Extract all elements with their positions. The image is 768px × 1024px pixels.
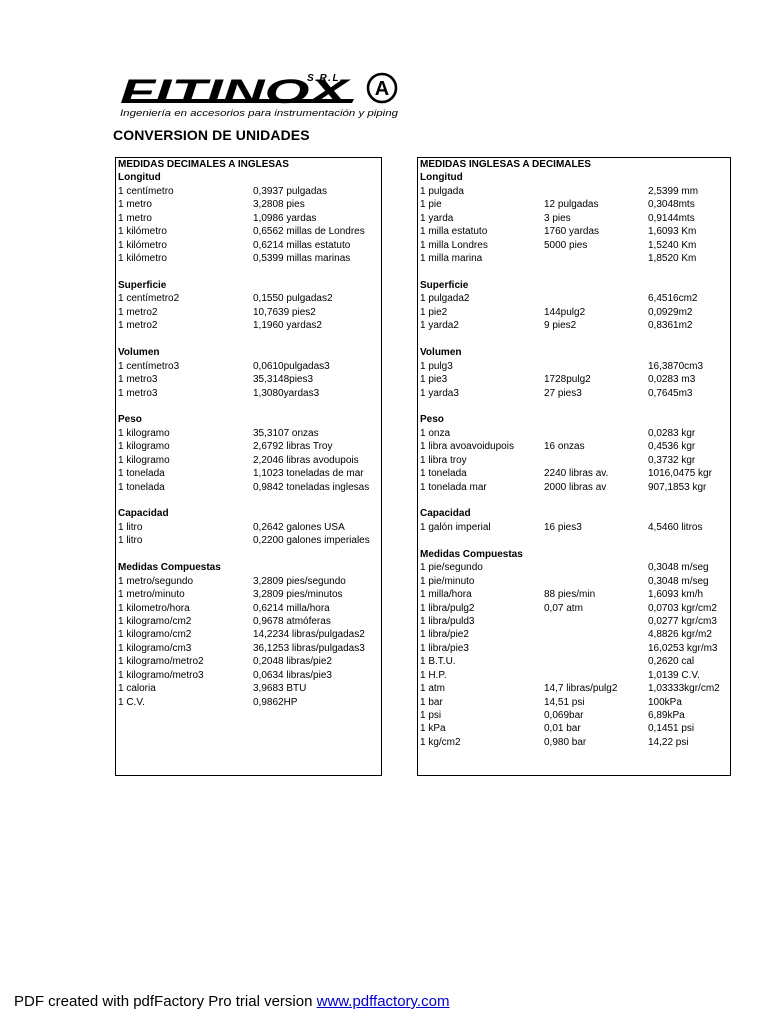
table-cell: 1,1023 toneladas de mar (253, 468, 364, 480)
table-cell: 0,01 bar (544, 723, 581, 735)
table-cell: 1 kilogramo/cm2 (118, 629, 192, 641)
table-cell: 0,1550 pulgadas2 (253, 293, 333, 305)
table-cell: 1 yarda3 (420, 387, 459, 399)
table-row (420, 602, 728, 615)
table-cell: 35,3148pies3 (253, 374, 314, 386)
table-cell: 0,3048mts (648, 199, 695, 211)
section-title: Medidas Compuestas (420, 548, 523, 560)
table-cell: 0,2620 cal (648, 656, 695, 668)
table-cell: 1 tonelada (118, 481, 165, 493)
table-cell: 2,5399 mm (648, 185, 699, 197)
company-logo (118, 70, 400, 120)
table-cell: 1 metro2 (118, 320, 158, 332)
table-row (420, 239, 728, 252)
section (118, 413, 379, 494)
table-row (420, 575, 728, 588)
table-row (118, 440, 379, 453)
table-cell: 1 kilogramo/metro3 (118, 669, 204, 681)
table-row (118, 575, 379, 588)
table-cell: 3,2808 pies (253, 199, 305, 211)
table-cell: 27 pies3 (544, 387, 582, 399)
table-row (420, 185, 728, 198)
section (420, 279, 728, 333)
table-cell: 1 kilogramo/cm3 (118, 642, 192, 654)
table-cell: 1 pie (420, 199, 442, 211)
table-row (420, 387, 728, 400)
table-cell: 4,8826 kgr/m2 (648, 629, 712, 641)
footer-link[interactable]: www.pdffactory.com (316, 993, 450, 1010)
table-cell: 100kPa (648, 696, 682, 708)
section (420, 413, 728, 494)
table-row (420, 427, 728, 440)
table-cell: 0,3048 m/seg (648, 575, 709, 587)
table-cell: 1 centímetro3 (118, 360, 180, 372)
table-cell: 0,8361m2 (648, 320, 693, 332)
section (420, 171, 728, 265)
table-cell: 0,9144mts (648, 212, 695, 224)
table-row (118, 198, 379, 211)
table-cell: 0,3048 m/seg (648, 562, 709, 574)
table-cell: 16,3870cm3 (648, 360, 704, 372)
table-row (420, 521, 728, 534)
table-cell: 88 pies/min (544, 589, 596, 601)
section-title: Longitud (420, 172, 463, 184)
table-cell: 14,22 psi (648, 736, 689, 748)
table-cell: 1 yarda2 (420, 320, 459, 332)
table-cell: 2000 libras av (544, 481, 607, 493)
section-title: Superficie (118, 279, 167, 291)
table-cell: 1 tonelada (420, 468, 467, 480)
panel-title: MEDIDAS DECIMALES A INGLESAS (118, 159, 289, 170)
table-row (118, 696, 379, 709)
section (118, 346, 379, 400)
table-cell: 2,6792 libras Troy (253, 441, 333, 453)
table-cell: 1 kilómetro (118, 253, 167, 265)
table-row (420, 481, 728, 494)
logo-tagline: Ingeniería en accesorios para instrumentación y piping (120, 108, 398, 118)
table-row (420, 561, 728, 574)
table-row (420, 454, 728, 467)
table-cell: 0,3732 kgr (648, 454, 696, 466)
table-cell: 1 kilogramo (118, 454, 170, 466)
table-cell: 16 pies3 (544, 521, 582, 533)
table-cell: 1 pie3 (420, 374, 448, 386)
panel-title: MEDIDAS INGLESAS A DECIMALES (420, 159, 591, 170)
table-cell: 1 centímetro2 (118, 293, 180, 305)
table-cell: 14,51 psi (544, 696, 585, 708)
table-cell: 14,7 libras/pulg2 (544, 683, 618, 695)
table-cell: 10,7639 pies2 (253, 306, 316, 318)
table-cell: 1728pulg2 (544, 374, 591, 386)
table-cell: 1 milla Londres (420, 239, 488, 251)
table-cell: 1 libra troy (420, 454, 467, 466)
table-row (118, 360, 379, 373)
logo-brand: FITINOX (120, 73, 352, 111)
table-row (118, 628, 379, 641)
section-title: Medidas Compuestas (118, 562, 221, 574)
table-cell: 1 caloria (118, 683, 156, 695)
table-cell: 1 C.V. (118, 696, 145, 708)
table-row (118, 669, 379, 682)
table-cell: 1 kPa (420, 723, 446, 735)
table-cell: 1760 yardas (544, 226, 600, 238)
table-row (420, 642, 728, 655)
table-cell: 1 kilómetro (118, 226, 167, 238)
table-cell: 1 B.T.U. (420, 656, 456, 668)
table-cell: 1 metro3 (118, 387, 158, 399)
table-row (420, 198, 728, 211)
table-row (118, 682, 379, 695)
table-cell: 0,0703 kgr/cm2 (648, 602, 717, 614)
table-cell: 6,4516cm2 (648, 293, 698, 305)
table-cell: 1 kg/cm2 (420, 736, 461, 748)
table-row (118, 373, 379, 386)
section (420, 507, 728, 534)
table-cell: 1 metro/segundo (118, 575, 194, 587)
conversion-sections (420, 171, 728, 749)
table-cell: 1,8520 Km (648, 253, 697, 265)
table-cell: 6,89kPa (648, 710, 685, 722)
table-cell: 1 kilogramo (118, 441, 170, 453)
table-cell: 1 metro (118, 199, 152, 211)
table-cell: 0,9678 atmóferas (253, 615, 331, 627)
decimal-to-imperial-panel (115, 157, 382, 776)
table-cell: 3,9683 BTU (253, 683, 307, 695)
table-cell: 1 pie2 (420, 306, 448, 318)
table-row (118, 615, 379, 628)
table-row (420, 628, 728, 641)
table-row (118, 602, 379, 615)
table-cell: 1 litro (118, 535, 143, 547)
table-cell: 2240 libras av. (544, 468, 609, 480)
table-row (118, 252, 379, 265)
table-cell: 0,4536 kgr (648, 441, 696, 453)
table-row (118, 387, 379, 400)
table-cell: 1 pie/segundo (420, 562, 483, 574)
table-cell: 1 tonelada (118, 468, 165, 480)
table-row (420, 615, 728, 628)
table-cell: 0,9862HP (253, 696, 298, 708)
table-cell: 0,0283 m3 (648, 374, 696, 386)
table-cell: 144pulg2 (544, 306, 586, 318)
table-row (118, 212, 379, 225)
table-row (420, 669, 728, 682)
table-row (118, 655, 379, 668)
section-title: Capacidad (420, 508, 471, 520)
table-cell: 1 psi (420, 710, 442, 722)
table-cell: 1 libra/pie3 (420, 642, 469, 654)
table-row (118, 185, 379, 198)
table-cell: 1 kilogramo/metro2 (118, 656, 204, 668)
table-cell: 3,2809 pies/segundo (253, 575, 346, 587)
table-row (420, 292, 728, 305)
table-cell: 1 H.P. (420, 669, 447, 681)
table-row (118, 319, 379, 332)
table-cell: 1 pulgada2 (420, 293, 470, 305)
table-cell: 1,6093 km/h (648, 589, 704, 601)
section (420, 346, 728, 400)
table-row (420, 373, 728, 386)
section-title: Superficie (420, 279, 469, 291)
table-cell: 1 milla/hora (420, 589, 472, 601)
table-cell: 0,1451 psi (648, 723, 695, 735)
table-cell: 14,2234 libras/pulgadas2 (253, 629, 365, 641)
table-row (420, 736, 728, 749)
table-cell: 1 pie/minuto (420, 575, 475, 587)
table-cell: 0,9842 toneladas inglesas (253, 481, 370, 493)
table-row (420, 722, 728, 735)
section-title: Volumen (118, 347, 160, 359)
table-cell: 1 centímetro (118, 185, 174, 197)
section (118, 279, 379, 333)
table-row (118, 454, 379, 467)
table-row (118, 239, 379, 252)
table-row (420, 709, 728, 722)
table-row (420, 588, 728, 601)
table-cell: 0,069bar (544, 710, 584, 722)
table-cell: 1,0139 C.V. (648, 669, 700, 681)
table-cell: 12 pulgadas (544, 199, 599, 211)
table-cell: 0,2048 libras/pie2 (253, 656, 332, 668)
logo-badge-letter: A (374, 78, 390, 100)
table-cell: 1 metro (118, 212, 152, 224)
table-cell: 1 metro2 (118, 306, 158, 318)
table-cell: 1 libra/puld3 (420, 615, 475, 627)
table-cell: 16,0253 kgr/m3 (648, 642, 718, 654)
page-title: CONVERSION DE UNIDADES (113, 127, 310, 143)
table-cell: 1,03333kgr/cm2 (648, 683, 720, 695)
table-cell: 0,0634 libras/pie3 (253, 669, 332, 681)
table-cell: 0,0283 kgr (648, 427, 696, 439)
table-cell: 3 pies (544, 212, 571, 224)
table-cell: 0,07 atm (544, 602, 583, 614)
table-row (420, 696, 728, 709)
table-row (118, 225, 379, 238)
table-cell: 1 yarda (420, 212, 454, 224)
table-cell: 35,3107 onzas (253, 427, 319, 439)
table-cell: 1 bar (420, 696, 443, 708)
table-row (118, 481, 379, 494)
table-cell: 1 kilómetro (118, 239, 167, 251)
table-row (118, 642, 379, 655)
table-cell: 36,1253 libras/pulgadas3 (253, 642, 365, 654)
table-cell: 3,2809 pies/minutos (253, 589, 343, 601)
footer-text: PDF created with pdfFactory Pro trial version (14, 993, 317, 1010)
table-row (118, 427, 379, 440)
table-row (118, 588, 379, 601)
table-cell: 0,980 bar (544, 736, 587, 748)
table-cell: 0,5399 millas marinas (253, 253, 351, 265)
table-cell: 1 libra/pulg2 (420, 602, 475, 614)
table-cell: 907,1853 kgr (648, 481, 707, 493)
table-cell: 0,6214 milla/hora (253, 602, 330, 614)
table-cell: 1 kilogramo (118, 427, 170, 439)
table-row (118, 521, 379, 534)
table-row (420, 655, 728, 668)
section-title: Capacidad (118, 508, 169, 520)
section (118, 171, 379, 265)
table-row (420, 682, 728, 695)
table-cell: 1 milla estatuto (420, 226, 488, 238)
table-row (118, 306, 379, 319)
table-cell: 1 milla marina (420, 253, 483, 265)
table-cell: 1,3080yardas3 (253, 387, 320, 399)
table-cell: 2,2046 libras avodupois (253, 454, 359, 466)
table-row (420, 319, 728, 332)
table-row (420, 467, 728, 480)
table-cell: 1 metro/minuto (118, 589, 185, 601)
table-cell: 1 kilometro/hora (118, 602, 190, 614)
section-title: Longitud (118, 172, 161, 184)
table-cell: 1,5240 Km (648, 239, 697, 251)
table-cell: 1,6093 Km (648, 226, 697, 238)
table-cell: 0,7645m3 (648, 387, 693, 399)
table-cell: 1 onza (420, 427, 451, 439)
table-cell: 5000 pies (544, 239, 588, 251)
table-cell: 1 galón imperial (420, 521, 491, 533)
table-row (420, 306, 728, 319)
table-cell: 1 atm (420, 683, 446, 695)
table-cell: 0,6214 millas estatuto (253, 239, 351, 251)
section-title: Peso (420, 414, 444, 426)
conversion-sections (118, 171, 379, 709)
table-cell: 1 libra/pie2 (420, 629, 469, 641)
section-title: Volumen (420, 347, 462, 359)
table-cell: 1,1960 yardas2 (253, 320, 322, 332)
table-cell: 0,2200 galones imperiales (253, 535, 370, 547)
table-cell: 16 onzas (544, 441, 585, 453)
table-cell: 1 tonelada mar (420, 481, 487, 493)
table-row (420, 212, 728, 225)
table-cell: 0,2642 galones USA (253, 521, 345, 533)
table-cell: 1 metro3 (118, 374, 158, 386)
table-row (118, 467, 379, 480)
table-cell: 1 litro (118, 521, 143, 533)
imperial-to-decimal-panel (417, 157, 731, 776)
table-cell: 4,5460 litros (648, 521, 703, 533)
table-cell: 0,0929m2 (648, 306, 693, 318)
section (118, 561, 379, 709)
table-cell: 1 pulg3 (420, 360, 453, 372)
table-cell: 0,3937 pulgadas (253, 185, 327, 197)
table-cell: 1 kilogramo/cm2 (118, 615, 192, 627)
logo-srl: S.R.L. (307, 73, 345, 84)
table-cell: 0,0277 kgr/cm3 (648, 615, 717, 627)
table-cell: 0,6562 millas de Londres (253, 226, 365, 238)
table-row (118, 292, 379, 305)
section (118, 507, 379, 547)
footer (14, 993, 449, 1010)
section (420, 548, 728, 750)
table-cell: 1016,0475 kgr (648, 468, 712, 480)
table-row (118, 534, 379, 547)
table-cell: 1 libra avoavoidupois (420, 441, 514, 453)
table-row (420, 440, 728, 453)
table-cell: 1,0986 yardas (253, 212, 317, 224)
table-row (420, 252, 728, 265)
table-cell: 0,0610pulgadas3 (253, 360, 330, 372)
table-cell: 9 pies2 (544, 320, 577, 332)
table-row (420, 225, 728, 238)
section-title: Peso (118, 414, 142, 426)
table-row (420, 360, 728, 373)
table-cell: 1 pulgada (420, 185, 464, 197)
